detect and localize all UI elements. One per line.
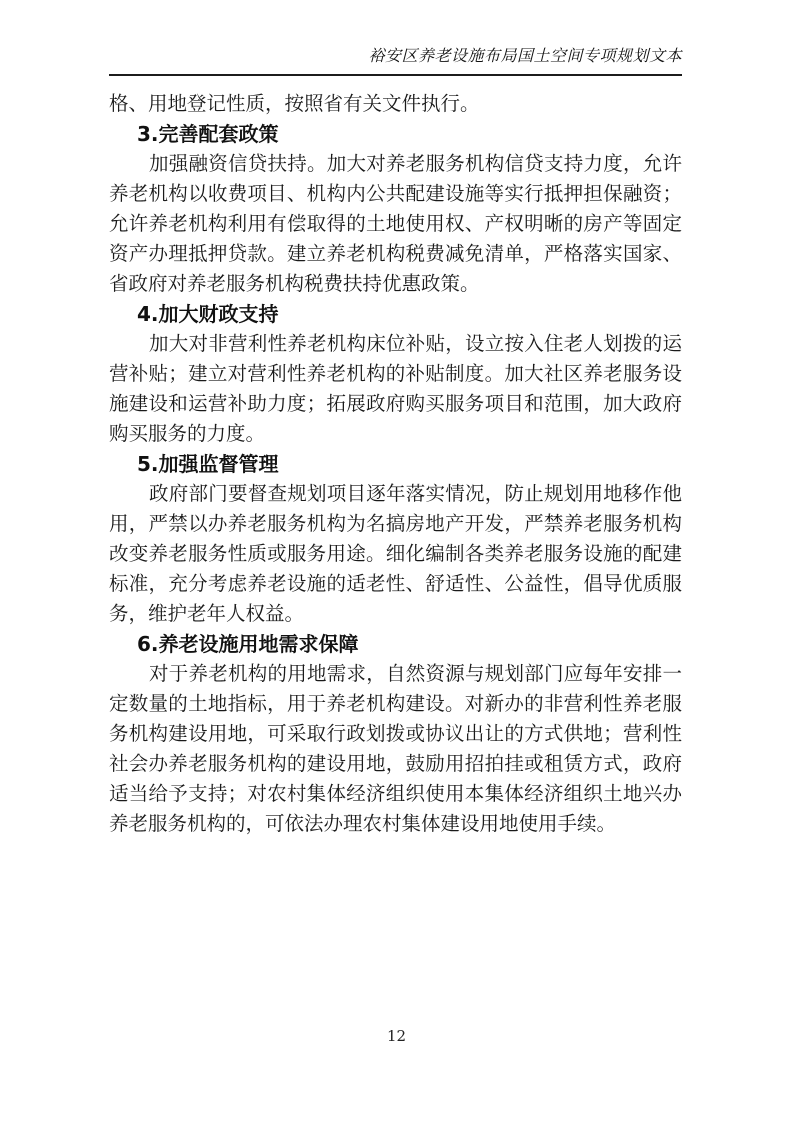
section-heading-4: 4.加大财政支持 [137, 302, 279, 326]
page-header [109, 0, 682, 76]
section-6-paragraph: 对于养老机构的用地需求，自然资源与规划部门应每年安排一定数量的土地指标，用于养老机构建设。对新办的非营利性养老服务机构建设用地，可采取行政划拨或协议出让的方式供地；营利性社会办养老服务机构的建设用地，鼓励用招拍挂或租赁方式，政府适当给予支持；对农村集体经济组织使用本集体经济组织土地兴办养老服务机构的，可依法办理农村集体建设用地使用手续。 [109, 662, 682, 835]
document-body [109, 89, 682, 839]
page-footer [0, 1026, 793, 1045]
header-title: 裕安区养老设施布局国土空间专项规划文本 [368, 46, 682, 65]
section-heading-5: 5.加强监督管理 [137, 452, 279, 476]
section-4-paragraph: 加大对非营利性养老机构床位补贴，设立按入住老人划拨的运营补贴；建立对营利性养老机构的补贴制度。加大社区养老服务设施建设和运营补助力度；拓展政府购买服务项目和范围，加大政府购买服务的力度。 [109, 332, 682, 445]
continuation-line: 格、用地登记性质，按照省有关文件执行。 [109, 92, 480, 115]
section-heading-3: 3.完善配套政策 [137, 122, 279, 146]
page-number: 12 [386, 1027, 407, 1045]
section-3-paragraph: 加强融资信贷扶持。加大对养老服务机构信贷支持力度，允许养老机构以收费项目、机构内公共配建设施等实行抵押担保融资；允许养老机构利用有偿取得的土地使用权、产权明晰的房产等固定资产办理抵押贷款。建立养老机构税费减免清单，严格落实国家、省政府对养老服务机构税费扶持优惠政策。 [109, 152, 682, 295]
section-5-paragraph: 政府部门要督查规划项目逐年落实情况，防止规划用地移作他用，严禁以办养老服务机构为名搞房地产开发，严禁养老服务机构改变养老服务性质或服务用途。细化编制各类养老服务设施的配建标准，充分考虑养老设施的适老性、舒适性、公益性，倡导优质服务，维护老年人权益。 [109, 482, 682, 625]
section-heading-6: 6.养老设施用地需求保障 [137, 632, 359, 656]
